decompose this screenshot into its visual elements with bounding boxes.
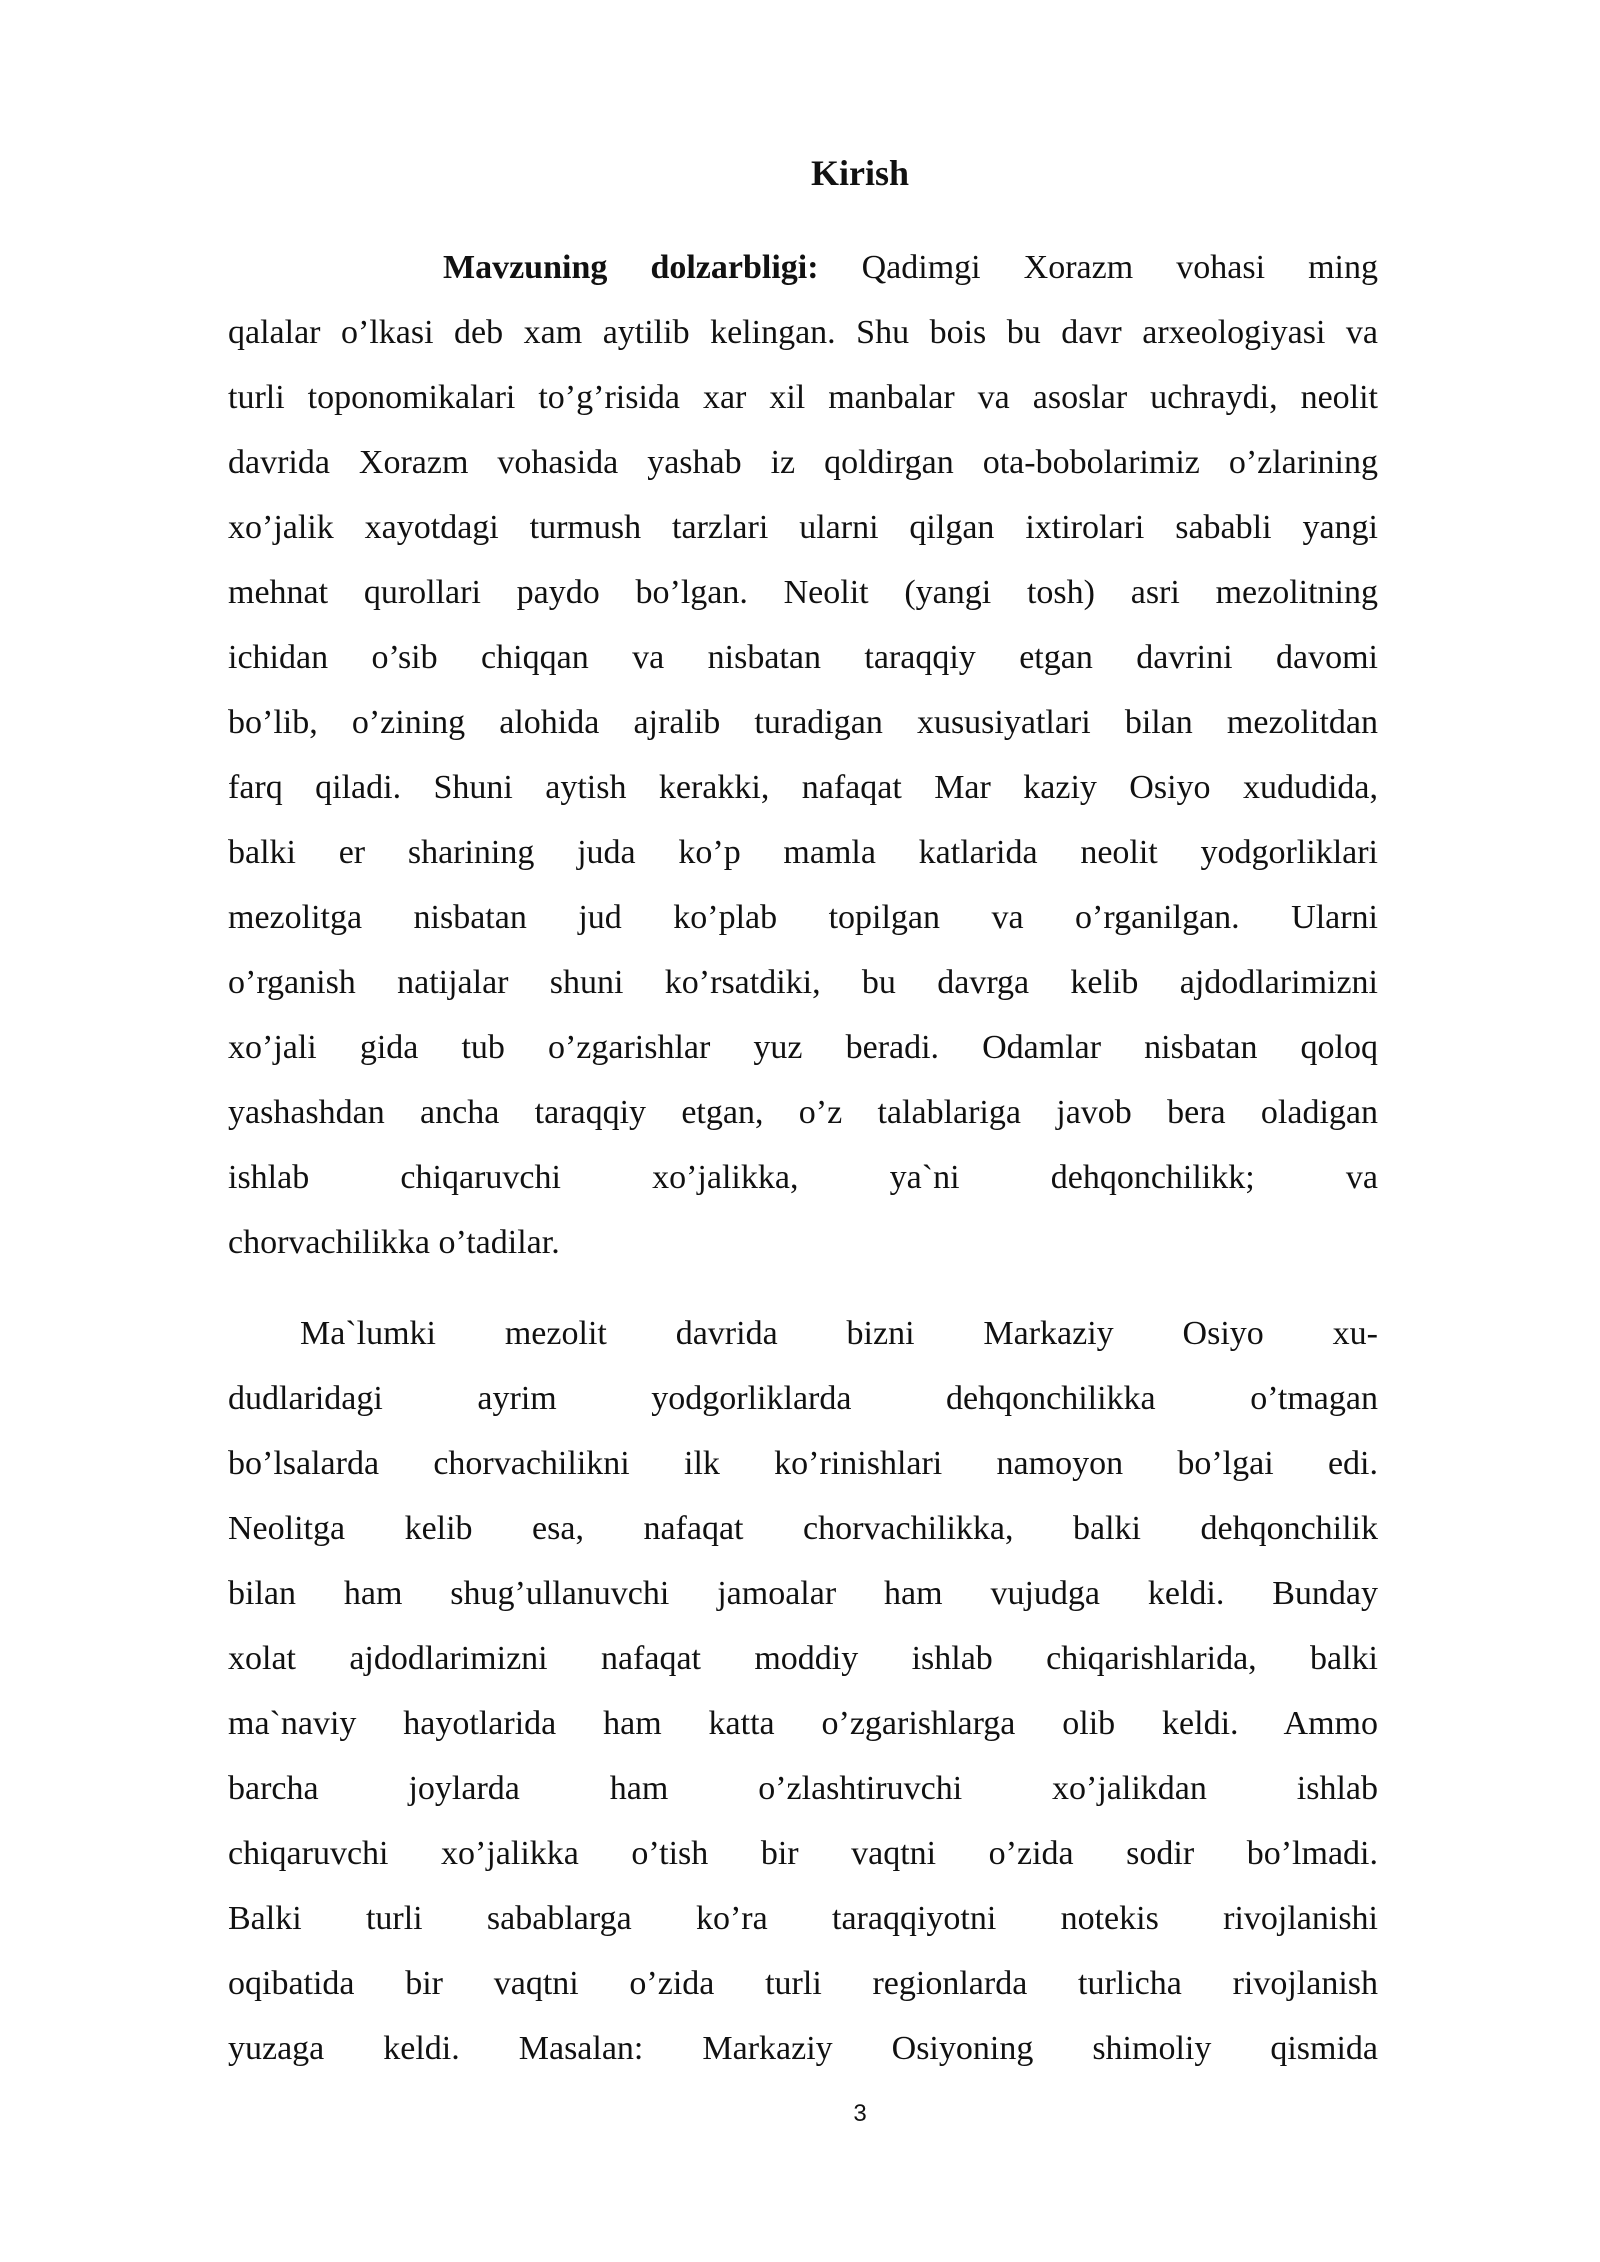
paragraph-line: bo’lsalarda chorvachilikni ilk ko’rinishlari namoyon bo’lgai edi. xyxy=(228,1445,1378,1482)
paragraph-line: bilan ham shug’ullanuvchi jamoalar ham vujudga keldi. Bunday xyxy=(228,1575,1378,1612)
paragraph-line: xolat ajdodlarimizni nafaqat moddiy ishlab chiqarishlarida, balki xyxy=(228,1640,1378,1677)
paragraph-line: bo’lib, o’zining alohida ajralib turadigan xususiyatlari bilan mezolitdan xyxy=(228,704,1378,741)
page-number: 3 xyxy=(853,2100,867,2127)
section-title: Kirish xyxy=(810,153,909,193)
lead-term: Mavzuning xyxy=(443,249,608,286)
paragraph-line-text: Qadimgi Xorazm vohasi ming xyxy=(861,249,1378,286)
paragraph-line: chiqaruvchi xo’jalikka o’tish bir vaqtni o’zida sodir bo’lmadi. xyxy=(228,1835,1378,1872)
paragraph-line xyxy=(228,1301,1378,1366)
paragraph-mesolithic xyxy=(228,1301,1378,2081)
paragraph-line: mezolitga nisbatan jud ko’plab topilgan va o’rganilgan. Ularni xyxy=(228,899,1378,936)
paragraph-line-text: Ma`lumki mezolit davrida bizni Markaziy Osiyo xu- xyxy=(300,1315,1378,1352)
paragraph-line: Neolitga kelib esa, nafaqat chorvachilikka, balki dehqonchilik xyxy=(228,1510,1378,1547)
paragraph-line: xo’jalik xayotdagi turmush tarzlari ularni qilgan ixtirolari sababli yangi xyxy=(228,509,1378,546)
paragraph-line: ichidan o’sib chiqqan va nisbatan taraqqiy etgan davrini davomi xyxy=(228,639,1378,676)
paragraph-line: mehnat qurollari paydo bo’lgan. Neolit (yangi tosh) asri mezolitning xyxy=(228,574,1378,611)
paragraph-line: qalalar o’lkasi deb xam aytilib kelingan. Shu bois bu davr arxeologiyasi va xyxy=(228,314,1378,351)
paragraph-line: farq qiladi. Shuni aytish kerakki, nafaqat Mar kaziy Osiyo xududida, xyxy=(228,769,1378,806)
paragraph-line: oqibatida bir vaqtni o’zida turli regionlarda turlicha rivojlanish xyxy=(228,1965,1378,2002)
paragraph-line: davrida Xorazm vohasida yashab iz qoldirgan ota-bobolarimiz o’zlarining xyxy=(228,444,1378,481)
paragraph-line: yuzaga keldi. Masalan: Markaziy Osiyoning shimoliy qismida xyxy=(228,2030,1378,2067)
paragraph-relevance xyxy=(228,235,1378,1275)
paragraph-line: xo’jali gida tub o’zgarishlar yuz beradi. Odamlar nisbatan qoloq xyxy=(228,1029,1378,1066)
paragraph-line xyxy=(228,235,1378,300)
paragraph-line: ma`naviy hayotlarida ham katta o’zgarishlarga olib keldi. Ammo xyxy=(228,1705,1378,1742)
paragraph-line: o’rganish natijalar shuni ko’rsatdiki, bu davrga kelib ajdodlarimizni xyxy=(228,964,1378,1001)
paragraph-line: barcha joylarda ham o’zlashtiruvchi xo’jalikdan ishlab xyxy=(228,1770,1378,1807)
lead-term-label: dolzarbligi: xyxy=(650,249,819,286)
paragraph-line: dudlaridagi ayrim yodgorliklarda dehqonchilikka o’tmagan xyxy=(228,1380,1378,1417)
paragraph-line: yashashdan ancha taraqqiy etgan, o’z talablariga javob bera oladigan xyxy=(228,1094,1378,1131)
paragraph-line: ishlab chiqaruvchi xo’jalikka, ya`ni dehqonchilikk; va xyxy=(228,1159,1378,1196)
paragraph-line: Balki turli sabablarga ko’ra taraqqiyotni notekis rivojlanishi xyxy=(228,1900,1378,1937)
paragraph-line: turli toponomikalari to’g’risida xar xil manbalar va asoslar uchraydi, neolit xyxy=(228,379,1378,416)
paragraph-line: chorvachilikka o’tadilar. xyxy=(228,1224,560,1261)
paragraph-line: balki er sharining juda ko’p mamla katlarida neolit yodgorliklari xyxy=(228,834,1378,871)
